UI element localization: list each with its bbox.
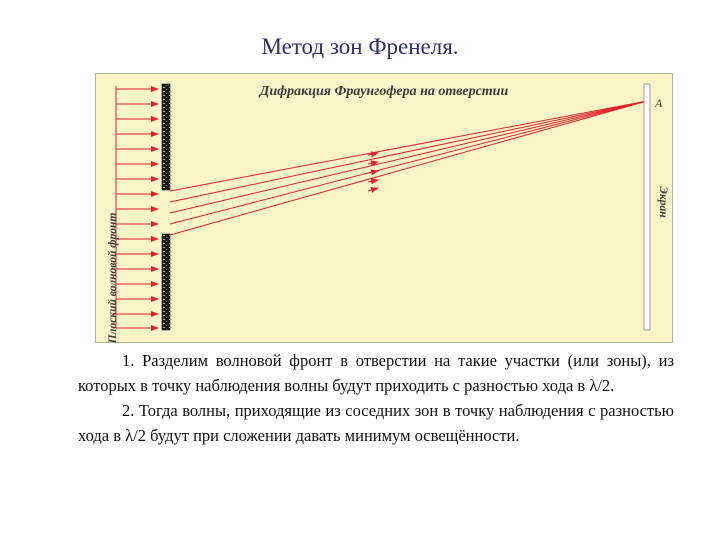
diffracted-rays <box>170 101 647 235</box>
paragraph-1: 1. Разделим волновой фронт в отверстии на такие участки (или зоны), из которых в точку наблюдения волны будут приходить с разностью хода в λ/2. <box>78 351 674 395</box>
diffraction-figure <box>95 73 673 343</box>
barrier-lower <box>162 234 170 330</box>
screen <box>644 84 650 330</box>
body-text <box>78 348 674 448</box>
incident-wave-arrows <box>116 86 158 328</box>
point-a-label: А <box>655 96 663 110</box>
paragraph-2: 2. Тогда волны, приходящие из соседних зон в точку наблюдения с разностью хода в λ/2 будут при сложении давать минимум освещённости. <box>78 401 674 445</box>
figure-title: Дифракция Фраунгофера на отверстии <box>259 84 509 99</box>
wave-front-label: Плоский волновой фронт <box>107 212 119 344</box>
slide-title: Метод зон Френеля. <box>261 34 459 59</box>
diffraction-diagram <box>96 74 674 344</box>
screen-label: Экран <box>657 186 669 218</box>
